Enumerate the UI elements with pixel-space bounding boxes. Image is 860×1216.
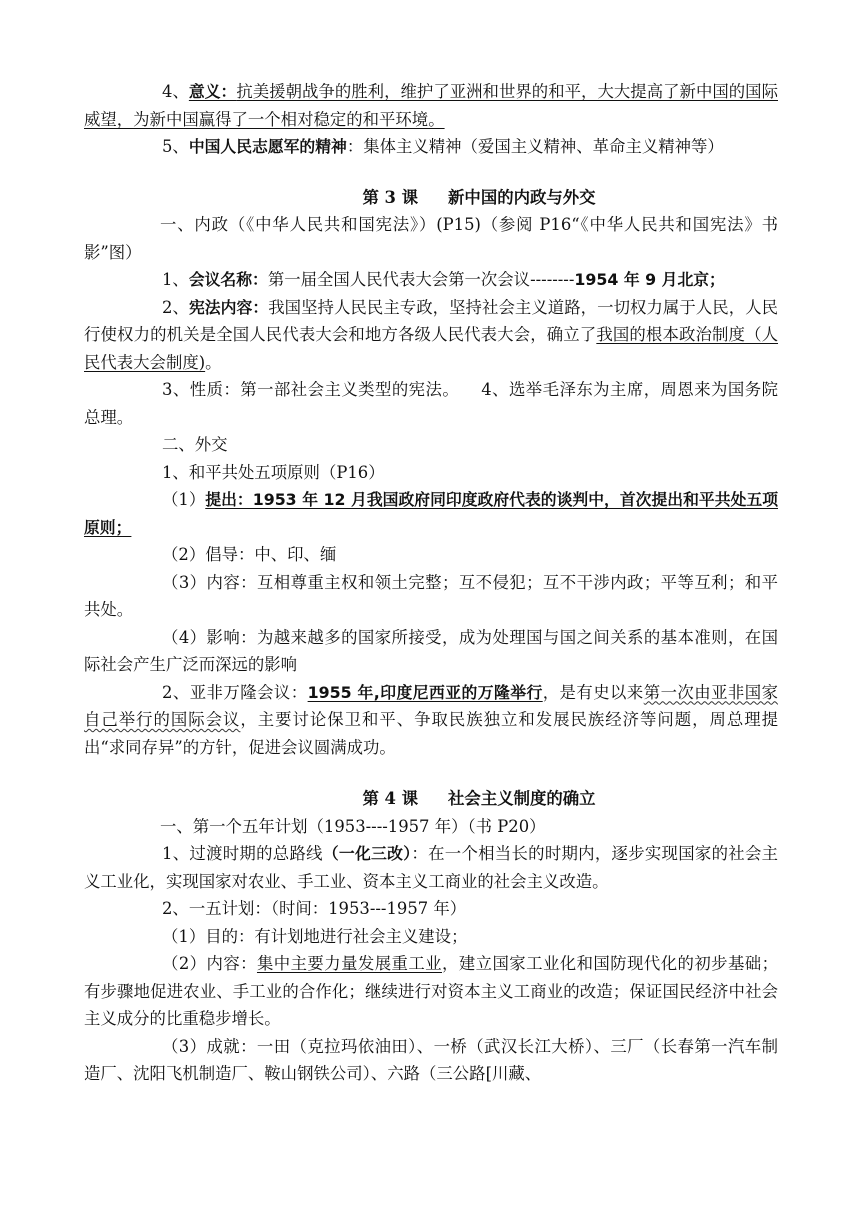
item-text: ，建立国家工业化和国防现代化的初步基础；有步骤地促进农业、手工业的合作化；继续进行对资本主义工商业的改造；保证国民经济中社会主义成分的比重稳步增长。 [84, 954, 779, 1028]
item-text: 我国坚持人民民主专政，坚持社会主义道路，一切权力属于人民，人民行使权力的机关是全国人民代表大会和地方各级人民代表大会，确立了 [84, 297, 778, 344]
paragraph-influence: （4）影响：为越来越多的国家所接受，成为处理国与国之间关系的基本准则，在国际社会产生广泛而深远的影响 [84, 627, 778, 674]
item-text: ，是有史以来 [542, 682, 644, 702]
item-label: 意义： [188, 82, 237, 101]
item-bold: 1955 年,印度尼西亚的万隆举行 [307, 682, 543, 702]
paragraph-principles-content: （3）内容：互相尊重主权和领土完整；互不侵犯；互不干涉内政；平等互利；和平共处。 [84, 572, 778, 619]
paragraph-first-plan: 2、一五计划：（时间：1953---1957 年） [162, 899, 467, 918]
paragraph-proposal [84, 486, 778, 541]
item-end: ，主要讨论保卫和平、争取民族独立和发展民族经济等问题，周总理提出“求同存异”的方针，促进会议圆满成功。 [84, 710, 779, 757]
item-text: ：在一个相当长的时期内，逐步实现国家的社会主义工业化，实现国家对农业、手工业、资本主义工商业的社会主义改造。 [84, 844, 779, 891]
item-number: 4、 [162, 82, 189, 101]
item-label: 会议名称： [188, 270, 268, 289]
paragraph-plan-content [84, 950, 778, 1033]
item-underline: 我国的根本政治制度（人民代表大会制度) [84, 325, 779, 372]
paragraph-five-principles: 1、和平共处五项原则（P16） [162, 462, 385, 482]
lesson-3-title [84, 184, 778, 212]
item-bold: （一化三改） [322, 844, 412, 863]
paragraph-nature [84, 376, 778, 431]
item-wavy: 第一次由亚非国家自己举行的国际会议 [84, 682, 779, 729]
lesson-number: 第 3 课 [362, 187, 419, 207]
lesson-name: 社会主义制度的确立 [448, 789, 596, 808]
lesson-4-title [84, 785, 778, 813]
paragraph-significance [84, 78, 778, 133]
section-domestic: 一、内政（《中华人民共和国宪法》）(P15)（参阅 P16“《中华人民共和国宪法》书影”图） [84, 215, 778, 262]
item-label: 亚非万隆会议： [189, 682, 308, 702]
item-number: 2、 [162, 682, 190, 702]
paragraph-constitution-content [84, 294, 778, 377]
item-text: 抗美援朝战争的胜利，维护了亚洲和世界的和平，大大提高了新中国的国际威望，为新中国赢得了一个相对稳定的和平环境。 [84, 82, 778, 129]
lesson-name: 新中国的内政与外交 [448, 187, 596, 207]
paragraph-advocate: （2）倡导：中、印、缅 [162, 545, 337, 564]
item-text: ：集体主义精神（爱国主义精神、革命主义精神等） [346, 137, 724, 156]
paragraph-bandung [84, 679, 778, 762]
paragraph-achievements: （3）成就：一田（克拉玛依油田）、一桥（武汉长江大桥）、三厂（长春第一汽车制造厂、沈阳飞机制造厂、鞍山钢铁公司）、六路（三公路[川藏、 [84, 1036, 778, 1083]
item-nature: 3、性质：第一部社会主义类型的宪法。 [162, 380, 460, 399]
item-number: 1、 [162, 270, 189, 289]
item-date: 1954 年 9 月北京； [574, 270, 725, 289]
item-end: 。 [205, 352, 222, 372]
lesson-number: 第 4 课 [362, 789, 419, 808]
paragraph-purpose: （1）目的：有计划地进行社会主义建设； [162, 926, 468, 946]
paragraph-meeting [84, 266, 778, 294]
item-underline: 集中主要力量发展重工业 [256, 954, 443, 973]
item-election: 4、选举毛泽东为主席，周恩来为国务院总理。 [84, 380, 778, 427]
item-number: （1） [162, 490, 206, 509]
item-number: 5、 [162, 137, 189, 156]
document-page [84, 78, 778, 1088]
item-text: 第一届全国人民代表大会第一次会议-------- [267, 270, 575, 289]
section-foreign: 二、外交 [162, 435, 228, 454]
item-label: 宪法内容： [188, 297, 269, 317]
paragraph-general-line [84, 840, 778, 895]
item-bold: 提出：1953 年 12 月我国政府同印度政府代表的谈判中，首次提出和平共处五项原则； [84, 490, 778, 537]
item-number: 2、 [162, 297, 189, 317]
item-label: 中国人民志愿军的精神 [188, 137, 347, 156]
item-number: （2）内容： [162, 954, 257, 973]
paragraph-volunteer-spirit [84, 133, 778, 161]
item-number: 1、过渡时期的总路线 [162, 844, 323, 863]
section-five-year-plan: 一、第一个五年计划（1953----1957 年）（书 P20） [160, 816, 546, 836]
